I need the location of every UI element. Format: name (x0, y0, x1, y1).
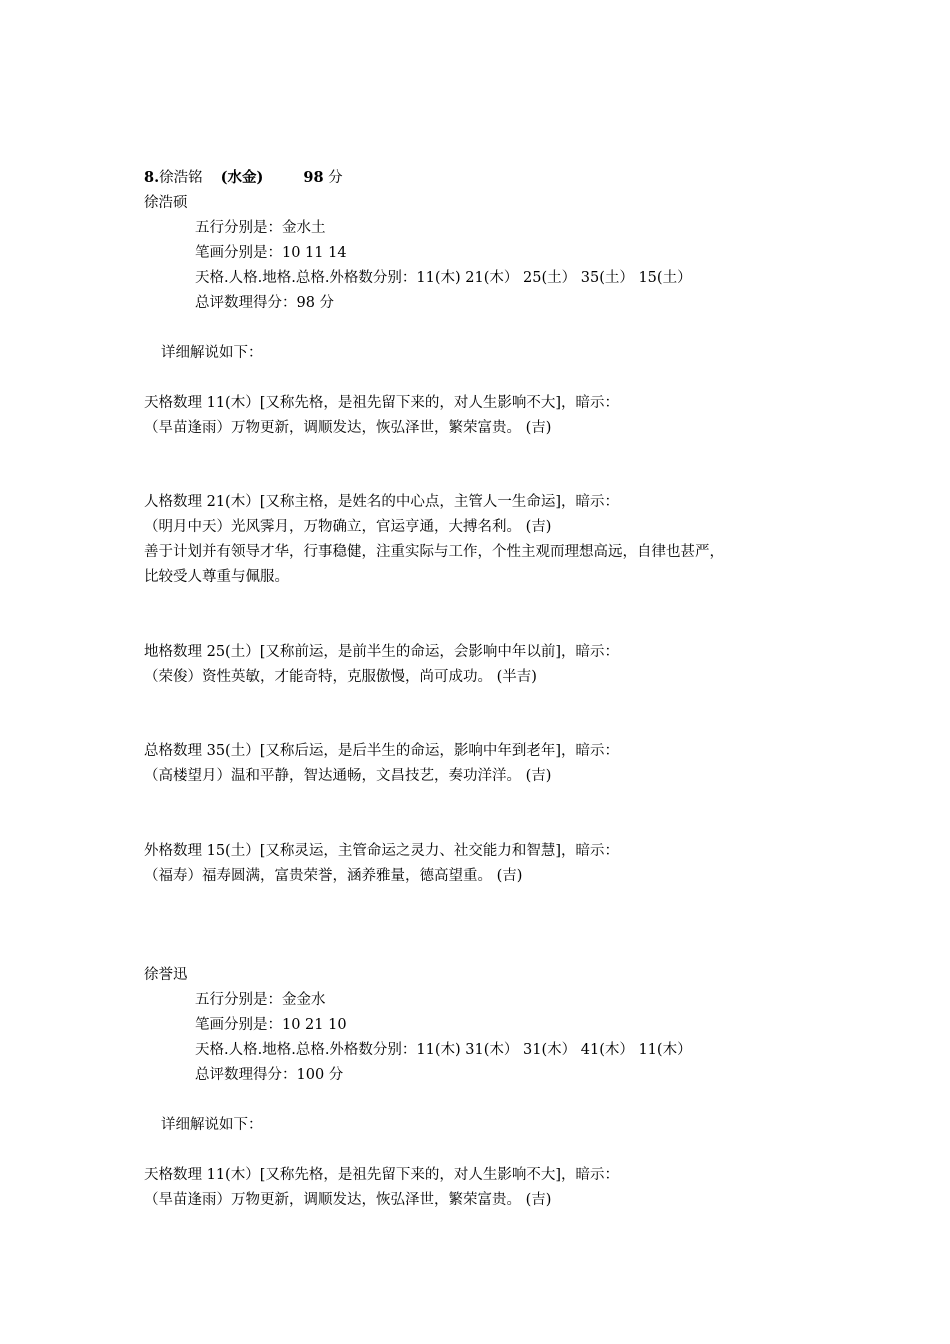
zongge-desc-1: （高楼望月）温和平静，智达通畅，文昌技艺，奏功洋洋。 (吉) (144, 768, 552, 784)
ge-line-1: 天格.人格.地格.总格.外格数分别：11(木) 21(木） 25(土） 35(土） 15(土） (195, 270, 692, 286)
heading-score: 98 (303, 169, 324, 186)
detail-heading-1: 详细解说如下： (161, 345, 263, 361)
wuxing-line-1: 五行分别是：金水土 (195, 220, 326, 236)
tiange-title-1: 天格数理 11(木）[又称先格，是祖先留下来的，对人生影响不大]，暗示： (144, 395, 620, 411)
tiange-desc-1: （旱苗逢雨）万物更新，调顺发达，恢弘泽世，繁荣富贵。 (吉) (144, 420, 552, 436)
detail-heading-2: 详细解说如下： (161, 1117, 263, 1133)
tiange-desc-2: （旱苗逢雨）万物更新，调顺发达，恢弘泽世，繁荣富贵。 (吉) (144, 1192, 552, 1208)
dige-desc-1: （荣俊）资性英敏，才能奇特，克服傲慢，尚可成功。 (半吉) (144, 669, 537, 685)
heading-number: 8. (144, 169, 160, 186)
ge-line-2: 天格.人格.地格.总格.外格数分别：11(木) 31(木） 31(木） 41(木） 11(木） (195, 1042, 692, 1058)
bihua-line-2: 笔画分别是：10 21 10 (195, 1017, 347, 1033)
candidate-name-2: 徐誉迅 (144, 967, 188, 983)
renge-desc-2: 善于计划并有领导才华，行事稳健，注重实际与工作，个性主观而理想高远，自律也甚严， (144, 544, 724, 560)
dige-title-1: 地格数理 25(土）[又称前运，是前半生的命运，会影响中年以前]，暗示： (144, 644, 620, 660)
score-line-2: 总评数理得分：100 分 (195, 1067, 344, 1083)
score-line-1: 总评数理得分：98 分 (195, 295, 335, 311)
bihua-line-1: 笔画分别是：10 11 14 (195, 245, 347, 261)
heading-elements: (水金) (220, 169, 264, 186)
wuxing-line-2: 五行分别是：金金水 (195, 992, 326, 1008)
heading-name: 徐浩铭 (159, 170, 203, 186)
heading-score-unit: 分 (328, 170, 343, 186)
zongge-title-1: 总格数理 35(土）[又称后运，是后半生的命运，影响中年到老年]，暗示： (144, 743, 620, 759)
tiange-title-2: 天格数理 11(木）[又称先格，是祖先留下来的，对人生影响不大]，暗示： (144, 1167, 620, 1183)
result-heading (144, 168, 343, 188)
renge-title-1: 人格数理 21(木）[又称主格，是姓名的中心点，主管人一生命运]，暗示： (144, 494, 620, 510)
renge-desc-3: 比较受人尊重与佩服。 (144, 569, 289, 585)
waige-desc-1: （福寿）福寿圆满，富贵荣誉，涵养雅量，德高望重。 (吉) (144, 868, 523, 884)
waige-title-1: 外格数理 15(土）[又称灵运，主管命运之灵力、社交能力和智慧]，暗示： (144, 843, 620, 859)
renge-desc-1: （明月中天）光风霁月，万物确立，官运亨通，大搏名利。 (吉) (144, 519, 552, 535)
candidate-name-1: 徐浩硕 (144, 195, 188, 211)
